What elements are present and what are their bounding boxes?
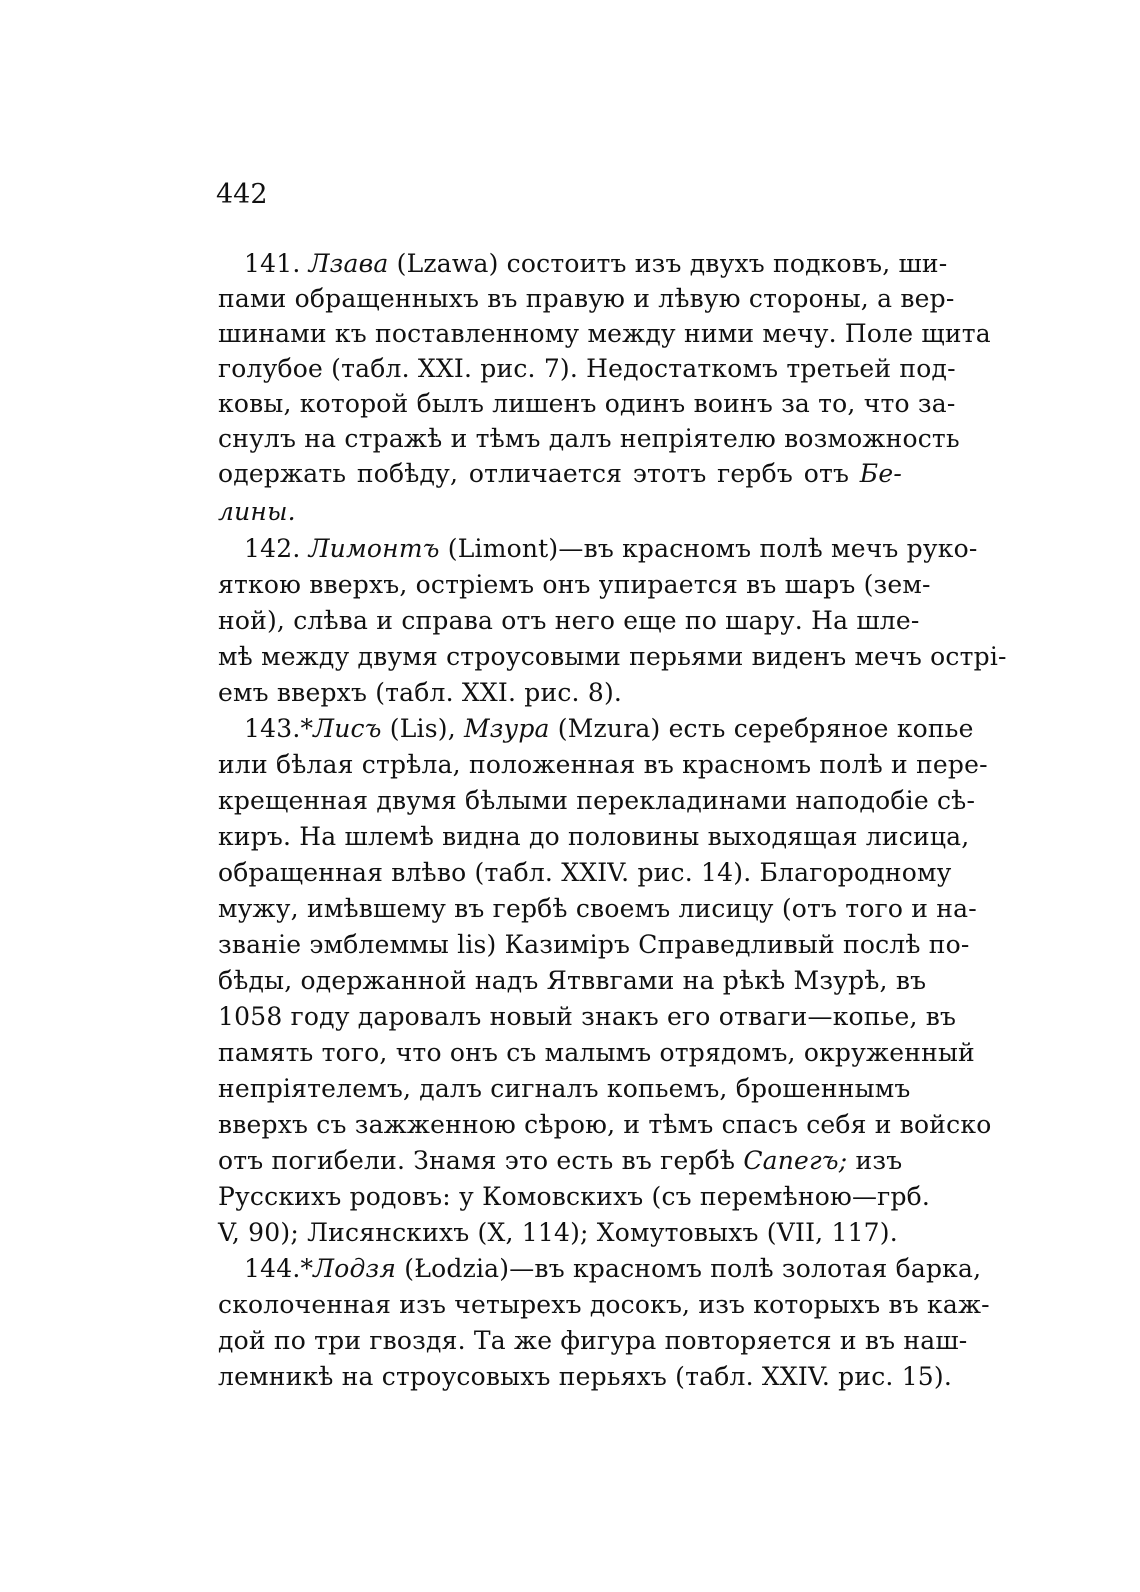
text-segment: (Mzura) есть серебряное копье (549, 714, 974, 743)
text-segment: снулъ на стражѣ и тѣмъ далъ непріятелю возможность (218, 424, 960, 453)
text-segment: крещенная двумя бѣлыми перекладинами наподобіе сѣ- (218, 786, 976, 815)
text-line (218, 822, 970, 851)
text-segment: (Limont)—въ красномъ полѣ мечъ руко- (439, 534, 978, 563)
text-segment: мѣ между двумя строусовыми перьями виденъ мечъ острі- (218, 642, 1007, 671)
text-segment: память того, что онъ съ малымъ отрядомъ, окруженный (218, 1038, 975, 1067)
text-segment: 143.* (244, 714, 314, 743)
text-line (218, 1002, 957, 1031)
text-segment: мужу, имѣвшему въ гербѣ своемъ лисицу (отъ того и на- (218, 894, 977, 923)
text-line (244, 249, 948, 278)
text-segment: сколоченная изъ четырехъ досокъ, изъ которыхъ въ каж- (218, 1290, 990, 1319)
text-line (244, 714, 974, 743)
text-segment: V, 90); Лисянскихъ (X, 114); Хомутовыхъ (VII, 117). (218, 1218, 898, 1247)
text-line (218, 1147, 902, 1175)
text-line (218, 679, 902, 707)
text-line (218, 460, 902, 488)
text-segment: отъ погибели. Знамя это есть въ гербѣ (218, 1146, 744, 1175)
italic-text: Сапегъ; (743, 1146, 848, 1175)
text-segment: бѣды, одержанной надъ Ятввгами на рѣкѣ Мзурѣ, въ (218, 966, 927, 995)
text-segment: одержать побѣду, отличается этотъ гербъ отъ (218, 459, 860, 488)
text-line (218, 284, 955, 313)
page-number: 442 (216, 179, 268, 210)
text-segment: (Łodzia)—въ красномъ полѣ золотая барка, (396, 1254, 982, 1283)
text-segment: или бѣлая стрѣла, положенная въ красномъ полѣ и пере- (218, 750, 988, 779)
text-line (218, 1326, 968, 1355)
text-segment: непріятелемъ, далъ сигналъ копьемъ, брошеннымъ (218, 1074, 911, 1103)
text-segment: Русскихъ родовъ: у Комовскихъ (съ перемѣною—грб. (218, 1182, 931, 1211)
text-segment: дой по три гвоздя. Та же фигура повторяется и въ наш- (218, 1326, 968, 1355)
text-segment: 144.* (244, 1254, 314, 1283)
text-line (218, 498, 902, 526)
text-segment: (Lis), (381, 714, 464, 743)
text-line (218, 354, 956, 383)
italic-text: Мзура (463, 714, 550, 743)
text-segment: пами обращенныхъ въ правую и лѣвую стороны, а вер- (218, 284, 955, 313)
text-line (244, 534, 978, 563)
text-segment: 142. (244, 534, 309, 563)
text-line (218, 606, 920, 635)
text-segment: 141. (244, 249, 309, 278)
text-line (218, 1110, 992, 1139)
text-segment: голубое (табл. XXI. рис. 7). Недостаткомъ третьей под- (218, 354, 956, 383)
italic-text: лины. (218, 497, 296, 526)
text-segment: (Lzawa) состоитъ изъ двухъ подковъ, ши- (388, 249, 948, 278)
text-line (218, 1182, 931, 1211)
italic-text: Лзава (308, 249, 389, 278)
italic-text: Лодзя (313, 1254, 397, 1283)
text-line (218, 750, 988, 779)
text-line (218, 1219, 902, 1247)
text-line (218, 424, 960, 453)
text-line (218, 1362, 953, 1391)
text-line (218, 930, 970, 959)
text-line (218, 570, 931, 599)
text-segment: киръ. На шлемѣ видна до половины выходящая лисица, (218, 822, 970, 851)
text-line (218, 786, 976, 815)
text-line (218, 1074, 911, 1103)
text-segment: ковы, которой былъ лишенъ одинъ воинъ за то, что за- (218, 389, 956, 418)
text-line (218, 858, 952, 887)
text-line (218, 894, 977, 923)
text-segment: званіе эмблеммы lis) Казиміръ Справедливый послѣ по- (218, 930, 970, 959)
text-segment: лемникѣ на строусовыхъ перьяхъ (табл. XXIV. рис. 15). (218, 1362, 953, 1391)
text-line (218, 1038, 975, 1067)
text-segment: обращенная влѣво (табл. XXIV. рис. 14). Благородному (218, 858, 952, 887)
text-line (218, 1290, 990, 1319)
text-segment: шинами къ поставленному между ними мечу. Поле щита (218, 319, 991, 348)
text-segment: ной), слѣва и справа отъ него еще по шару. На шле- (218, 606, 920, 635)
text-segment: вверхъ съ зажженною сѣрою, и тѣмъ спасъ себя и войско (218, 1110, 992, 1139)
italic-text: Лимонтъ (308, 534, 440, 563)
italic-text: Лисъ (313, 714, 382, 743)
text-segment: яткою вверхъ, остріемъ онъ упирается въ шаръ (зем- (218, 570, 931, 599)
text-segment: емъ вверхъ (табл. XXI. рис. 8). (218, 678, 623, 707)
text-line (244, 1254, 982, 1283)
text-line (218, 966, 927, 995)
text-segment: изъ (847, 1146, 903, 1175)
text-line (218, 389, 956, 418)
italic-text: Бе- (859, 459, 902, 488)
text-line (218, 319, 991, 348)
text-segment: 1058 году даровалъ новый знакъ его отваги—копье, въ (218, 1002, 957, 1031)
text-line (218, 642, 1007, 671)
